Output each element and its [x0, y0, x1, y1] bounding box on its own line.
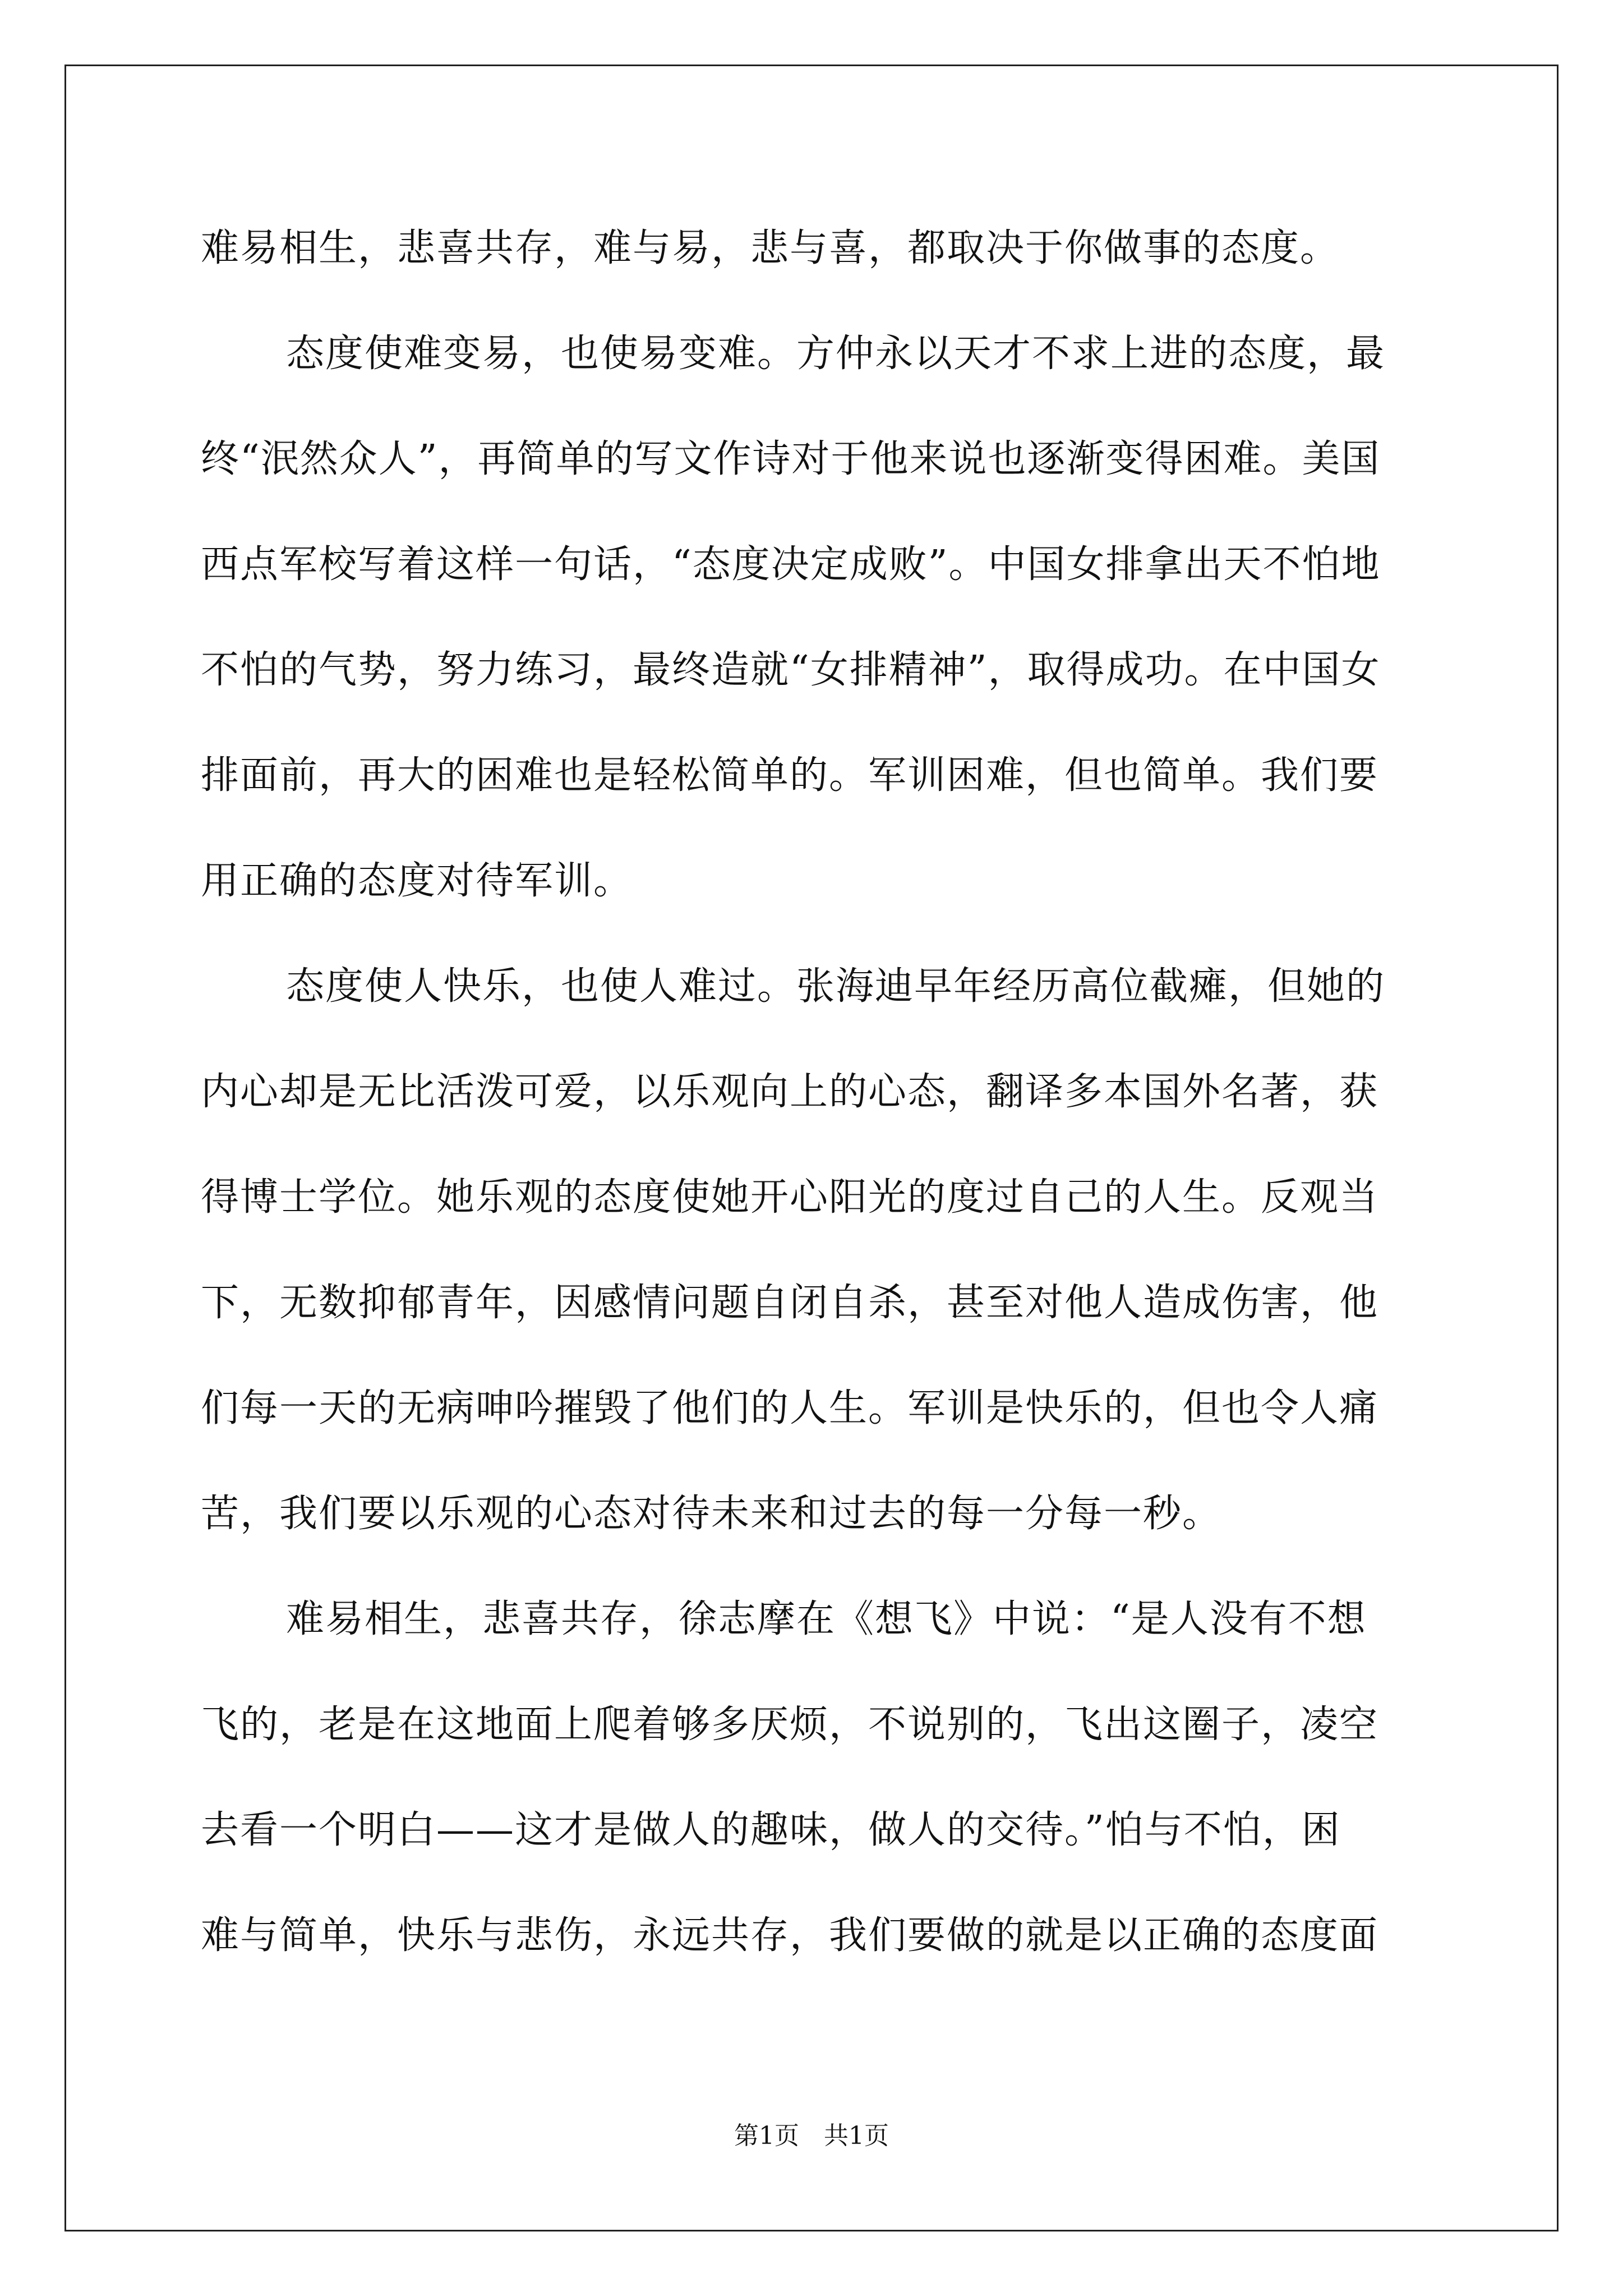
text-line: 不怕的气势，努力练习，最终造就“女排精神”，取得成功。在中国女 — [201, 648, 1381, 692]
paragraph — [201, 215, 1423, 320]
paragraph — [201, 1586, 1423, 2008]
text-line: 态度使人快乐，也使人难过。张海迪早年经历高位截瘫，但她的 — [286, 964, 1386, 1009]
text-line: 去看一个明白——这才是做人的趣味，做人的交待。”怕与不怕，困 — [201, 1808, 1341, 1852]
text-line: 用正确的态度对待军训。 — [201, 859, 633, 903]
text-line: 下，无数抑郁青年，因感情问题自闭自杀，甚至对他人造成伤害，他 — [201, 1281, 1379, 1325]
text-line: 终“泯然众人”，再简单的写文作诗对于他来说也逐渐变得困难。美国 — [201, 437, 1381, 481]
text-line: 态度使难变易，也使易变难。方仲永以天才不求上进的态度，最 — [286, 332, 1386, 376]
page-number-footer: 第1页 共1页 — [734, 2122, 889, 2150]
paragraph — [201, 320, 1423, 953]
text-line: 西点军校写着这样一句话，“态度决定成败”。中国女排拿出天不怕地 — [201, 542, 1381, 587]
document-body — [201, 215, 1423, 2008]
text-line: 难易相生，悲喜共存，难与易，悲与喜，都取决于你做事的态度。 — [201, 226, 1340, 270]
paragraph — [201, 953, 1423, 1586]
text-line: 难易相生，悲喜共存，徐志摩在《想飞》中说：“是人没有不想 — [286, 1597, 1367, 1641]
text-line: 飞的，老是在这地面上爬着够多厌烦，不说别的，飞出这圈子，凌空 — [201, 1703, 1379, 1747]
text-line: 得博士学位。她乐观的态度使她开心阳光的度过自己的人生。反观当 — [201, 1175, 1379, 1220]
text-line: 排面前，再大的困难也是轻松简单的。军训困难，但也简单。我们要 — [201, 753, 1379, 798]
text-line: 内心却是无比活泼可爱，以乐观向上的心态，翻译多本国外名著，获 — [201, 1070, 1379, 1114]
text-line: 们每一天的无病呻吟摧毁了他们的人生。军训是快乐的，但也令人痛 — [201, 1386, 1379, 1430]
text-line: 难与简单，快乐与悲伤，永远共存，我们要做的就是以正确的态度面 — [201, 1913, 1379, 1958]
text-line: 苦，我们要以乐观的心态对待未来和过去的每一分每一秒。 — [201, 1492, 1222, 1536]
